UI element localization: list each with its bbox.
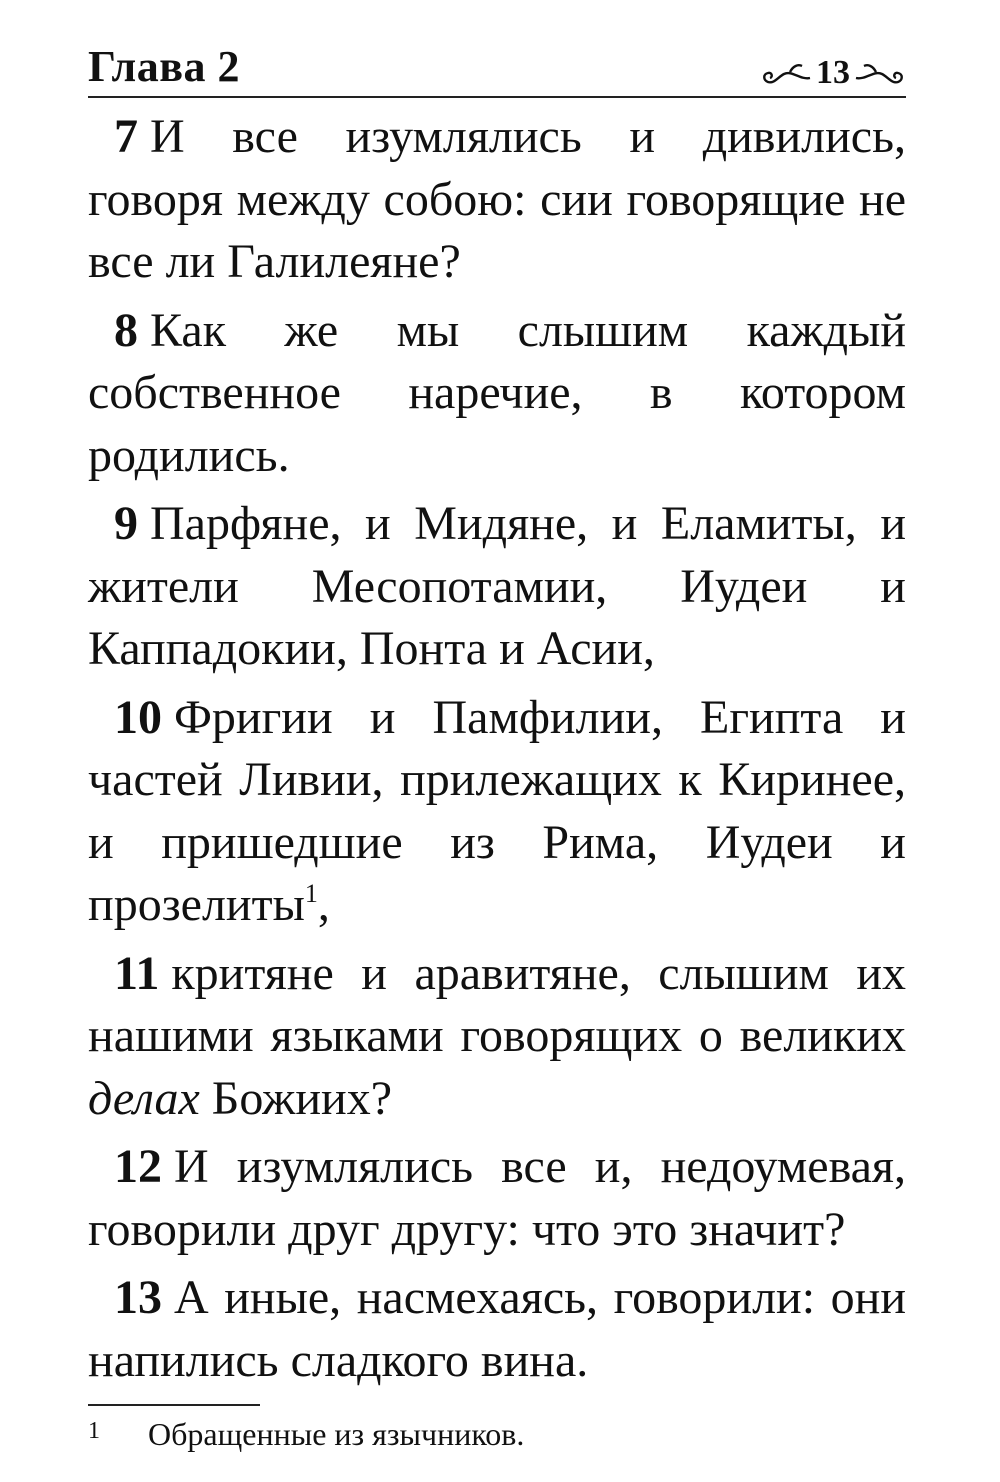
verse-text: А иные, насмехаясь, говорили: они напились сладкого вина. — [88, 1271, 906, 1387]
verse-7 — [88, 106, 906, 294]
scripture-text — [88, 106, 906, 1392]
scroll-ornament-left-icon — [760, 58, 812, 88]
verse-9 — [88, 493, 906, 681]
running-header — [88, 40, 906, 98]
verse-text: И все изумлялись и дивились, говоря между собою: сии говорящие не все ли Галилеяне? — [88, 110, 906, 288]
verse-number: 12 — [114, 1140, 162, 1193]
verse-number: 10 — [114, 690, 162, 744]
verse-10 — [88, 687, 906, 937]
verse-text: Фригии и Памфилии, Египта и частей Ливии, прилежащих к Киринее, и пришедшие из Рима, Иудеи и прозелиты — [88, 690, 906, 931]
footnote-number: 1 — [88, 1418, 100, 1444]
footnote-text: Обращенные из язычников. — [148, 1416, 525, 1452]
verse-text: И изумлялись все и, недоумевая, говорили друг другу: что это значит? — [88, 1140, 906, 1256]
footnote-mark: 1 — [304, 879, 318, 908]
footnote-divider — [88, 1404, 260, 1406]
verse-tail: , — [317, 878, 330, 931]
italic-word: делах — [88, 1071, 200, 1125]
verse-text-after: Божиих? — [199, 1071, 393, 1125]
verse-8 — [88, 300, 906, 488]
verse-text: Парфяне, и Мидяне, и Еламиты, и жители Месопотамии, Иудеи и Каппадокии, Понта и Асии, — [88, 497, 906, 675]
chapter-title: Глава 2 — [88, 42, 240, 91]
verse-number: 11 — [114, 946, 160, 1000]
page-number: 13 — [816, 54, 850, 91]
verse-number: 8 — [114, 303, 138, 357]
scroll-ornament-right-icon — [854, 58, 906, 88]
footnote — [88, 1416, 906, 1453]
verse-text: критяне и аравитяне, слышим их нашими языками говорящих о великих — [88, 946, 906, 1062]
verse-12 — [88, 1136, 906, 1261]
verse-number: 9 — [114, 497, 138, 550]
verse-11 — [88, 943, 906, 1131]
page-number-block — [760, 54, 906, 92]
book-page — [88, 40, 906, 1453]
verse-number: 13 — [114, 1271, 162, 1324]
verse-text: Как же мы слышим каждый собственное наречие, в котором родились. — [88, 303, 906, 482]
verse-13 — [88, 1267, 906, 1392]
verse-number: 7 — [114, 110, 138, 163]
